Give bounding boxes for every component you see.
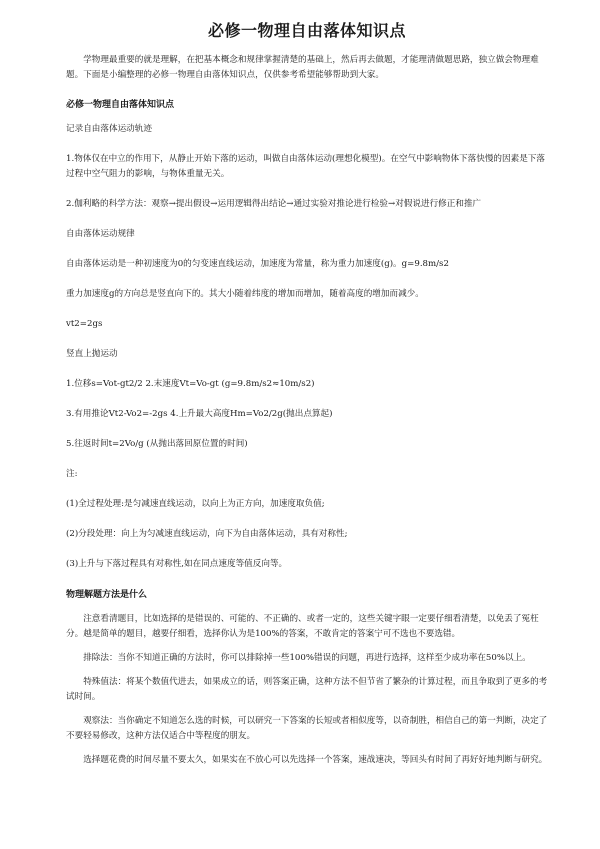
paragraph: 排除法：当你不知道正确的方法时，你可以排除掉一些100%错误的问题，再进行选择，这样至少成功率在50%以上。 xyxy=(83,653,531,663)
note-item: (3)上升与下落过程具有对称性,如在同点速度等值反向等。 xyxy=(66,559,288,569)
paragraph: 选择题花费的时间尽量不要太久，如果实在不放心可以先选择一个答案，速战速决，等回头有时间了再好好地判断与研究。 xyxy=(83,755,548,765)
paragraph: 1.物体仅在中立的作用下，从静止开始下落的运动，叫做自由落体运动(理想化模型)。在空气中影响物体下落快慢的因素是下落过程中空气阻力的影响，与物体重量无关。 xyxy=(66,154,545,179)
paragraph: 2.伽利略的科学方法：观察→提出假设→运用逻辑得出结论→通过实验对推论进行检验→对假说进行修正和推广 xyxy=(66,199,482,209)
paragraph: 观察法：当你确定不知道怎么选的时候，可以研究一下答案的长短或者相似度等，以奇制胜，相信自己的第一判断，决定了不要轻易修改，这种方法仅适合中等程度的朋友。 xyxy=(66,716,548,741)
note-item: (2)分段处理：向上为匀减速直线运动，向下为自由落体运动，具有对称性; xyxy=(66,529,348,539)
paragraph: 竖直上抛运动 xyxy=(66,349,118,359)
formula: 1.位移s=Vot-gt2/2 2.末速度Vt=Vo-gt (g=9.8m/s2≈10m/s2) xyxy=(66,379,315,389)
formula: 5.往返时间t=2Vo/g (从抛出落回原位置的时间) xyxy=(66,439,248,449)
section-heading: 物理解题方法是什么 xyxy=(66,590,148,600)
paragraph: 记录自由落体运动轨迹 xyxy=(66,124,152,134)
paragraph: 自由落体运动规律 xyxy=(66,229,135,239)
formula: vt2=2gs xyxy=(66,319,103,329)
formula: 3.有用推论Vt2-Vo2=-2gs 4.上升最大高度Hm=Vo2/2g(抛出点算起) xyxy=(66,409,333,419)
paragraph: 注意看清题目，比如选择的是错误的、可能的、不正确的、或者一定的，这些关键字眼一定要仔细看清楚，以免丢了冤枉分。越是简单的题目，越要仔细看，选择你认为是100%的答案，不敢肯定的答案宁可不选也不要选错。 xyxy=(66,614,539,639)
page-title: 必修一物理自由落体知识点 xyxy=(207,21,406,40)
note-label: 注: xyxy=(66,469,78,479)
paragraph: 自由落体运动是一种初速度为0的匀变速直线运动，加速度为常量，称为重力加速度(g)。g=9.8m/s2 xyxy=(66,259,449,269)
note-item: (1)全过程处理:是匀减速直线运动，以向上为正方向，加速度取负值; xyxy=(66,499,325,509)
section-heading: 必修一物理自由落体知识点 xyxy=(66,100,175,110)
paragraph: 特殊值法：将某个数值代进去，如果成立的话，则答案正确，这种方法不但节省了繁杂的计算过程，而且争取到了更多的考试时间。 xyxy=(66,677,548,702)
intro-paragraph: 学物理最重要的就是理解，在把基本概念和规律掌握清楚的基础上，然后再去做题，才能理清做题思路，独立做会物理难题。下面是小编整理的必修一物理自由落体知识点，仅供参考希望能够帮助到大家。 xyxy=(66,55,539,80)
paragraph: 重力加速度g的方向总是竖直向下的。其大小随着纬度的增加而增加，随着高度的增加而减少。 xyxy=(66,289,424,299)
